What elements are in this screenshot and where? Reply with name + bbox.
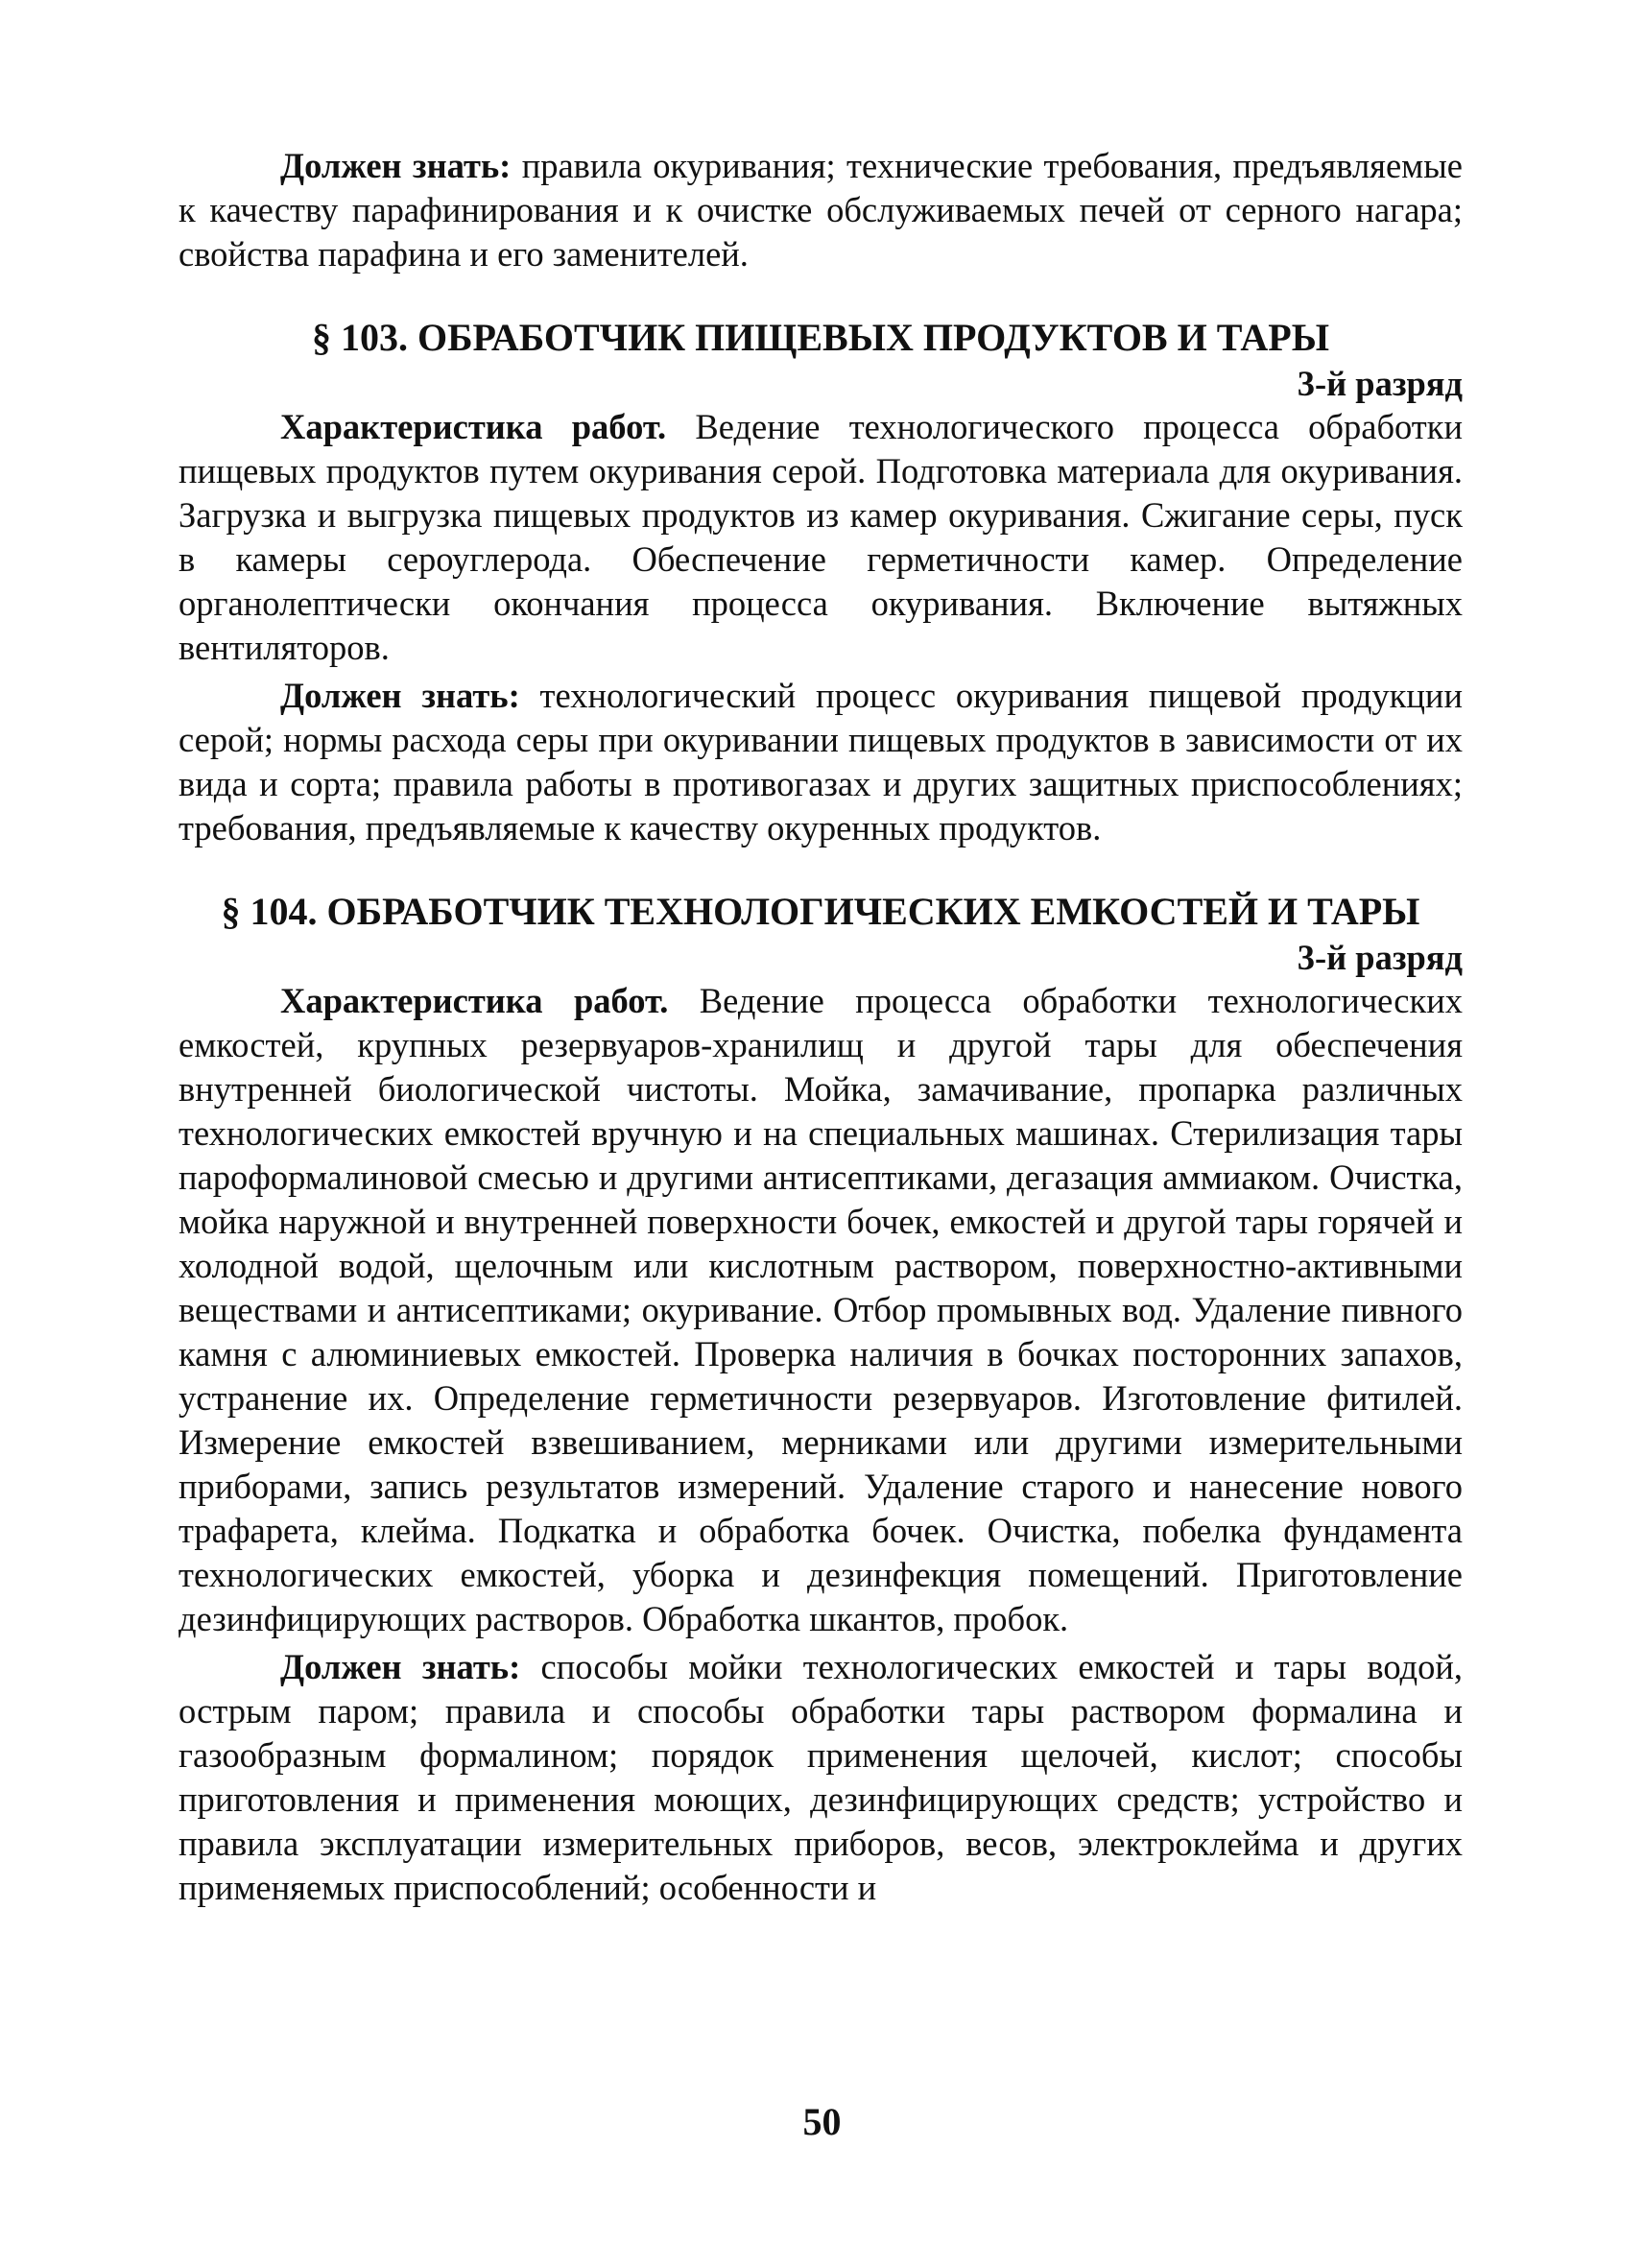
- section-103-title: § 103. ОБРАБОТЧИК ПИЩЕВЫХ ПРОДУКТОВ И ТАРЫ: [311, 316, 1330, 359]
- section-103-characteristics: [179, 405, 1463, 670]
- intro-text: правила окуривания; технические требования, предъявляемые к качеству парафинирования и к очистке обслуживаемых печей от серного нагара; свойства парафина и его заменителей.: [179, 146, 1463, 274]
- section-103-knowledge-text: технологический процесс окуривания пищевой продукции серой; нормы расхода серы при окуривании пищевых продуктов в зависимости от их вида и сорта; правила работы в противогазах и других защитных приспособлениях; требования, предъявляемые к качеству окуренных продуктов.: [179, 676, 1463, 848]
- intro-paragraph: [179, 144, 1463, 276]
- section-104-knowledge-label: Должен знать:: [280, 1647, 521, 1686]
- section-103-knowledge: [179, 674, 1463, 850]
- section-104-characteristics-text: Ведение процесса обработки технологических емкостей, крупных резервуаров-хранилищ и другой тары для обеспечения внутренней биологической чистоты. Мойка, замачивание, пропарка различных технологических емкостей вручную и на специальных машинах. Стерилизация тары пароформалиновой смесью и другими антисептиками, дегазация аммиаком. Очистка, мойка наружной и внутренней поверхности бочек, емкостей и другой тары горячей и холодной водой, щелочным или кислотным раствором, поверхностно-активными веществами и антисептиками; окуривание. Отбор промывных вод. Удаление пивного камня с алюминиевых емкостей. Проверка наличия в бочках посторонних запахов, устранение их. Определение герметичности резервуаров. Изготовление фитилей. Измерение емкостей взвешиванием, мерниками или другими измерительными приборами, запись результатов измерений. Удаление старого и нанесение нового трафарета, клейма. Подкатка и обработка бочек. Очистка, побелка фундамента технологических емкостей, уборка и дезинфекция помещений. Приготовление дезинфицирующих растворов. Обработка шкантов, пробок.: [179, 981, 1463, 1638]
- section-103-knowledge-label: Должен знать:: [280, 676, 520, 715]
- intro-label: Должен знать:: [280, 146, 512, 185]
- section-103-grade: 3-й разряд: [1297, 364, 1463, 403]
- section-104-knowledge-text: способы мойки технологических емкостей и тары водой, острым паром; правила и способы обработки тары раствором формалина и газообразным формалином; порядок применения щелочей, кислот; способы приготовления и применения моющих, дезинфицирующих средств; устройство и правила эксплуатации измерительных приборов, весов, электроклейма и других применяемых приспособлений; особенности и: [179, 1647, 1463, 1907]
- section-103-characteristics-text: Ведение технологического процесса обработки пищевых продуктов путем окуривания серой. Подготовка материала для окуривания. Загрузка и выгрузка пищевых продуктов из камер окуривания. Сжигание серы, пуск в камеры сероуглерода. Обеспечение герметичности камер. Определение органолептически окончания процесса окуривания. Включение вытяжных вентиляторов.: [179, 407, 1463, 667]
- section-104-characteristics: [179, 979, 1463, 1641]
- document-page: [179, 144, 1463, 1910]
- section-104-characteristics-label: Характеристика работ.: [280, 981, 669, 1020]
- page-number: 50: [802, 2100, 842, 2143]
- section-104-title: § 104. ОБРАБОТЧИК ТЕХНОЛОГИЧЕСКИХ ЕМКОСТЕЙ И ТАРЫ: [221, 890, 1420, 933]
- section-103-characteristics-label: Характеристика работ.: [280, 407, 667, 446]
- section-104-grade: 3-й разряд: [1297, 938, 1463, 977]
- section-104-knowledge: [179, 1645, 1463, 1910]
